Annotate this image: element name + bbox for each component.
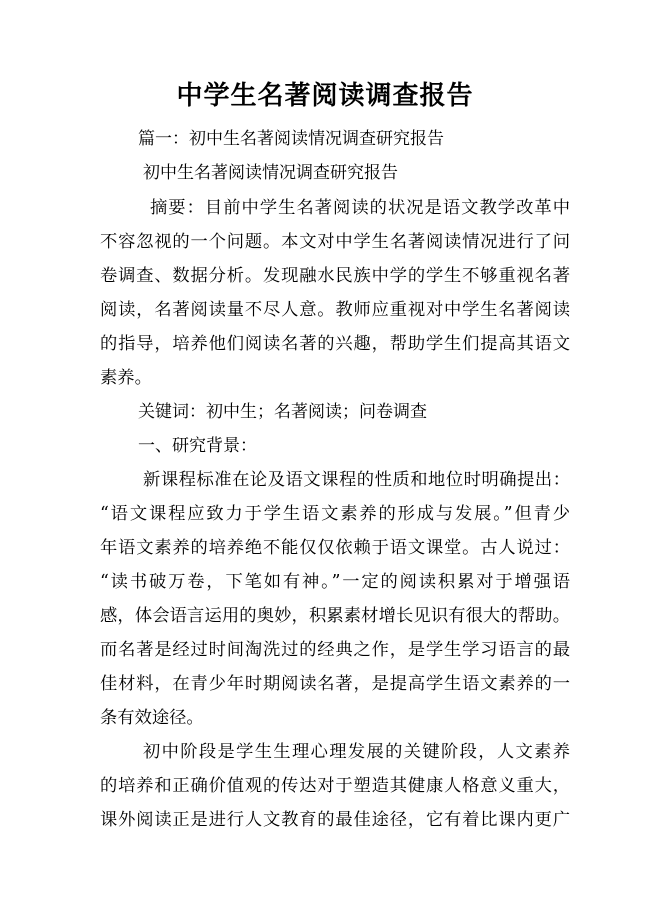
paragraph-line: 条有效途径。 [100,708,204,728]
paragraph-line: 初中阶段是学生生理心理发展的关键阶段，人文素养 [143,742,570,762]
paragraph-line: 新课程标准在论及语文课程的性质和地位时明确提出： [143,470,570,490]
abstract-line: 摘要：目前中学生名著阅读的状况是语文教学改革中 [150,198,570,218]
section-heading: 篇一：初中生名著阅读情况调查研究报告 [138,129,444,149]
paragraph-line: 年语文素养的培养绝不能仅仅依赖于语文课堂。古人说过： [100,538,570,558]
abstract-line: 素养。 [100,368,152,388]
abstract-line: 的指导，培养他们阅读名著的兴趣，帮助学生们提高其语文 [100,334,570,354]
paragraph-line: “语文课程应致力于学生语文素养的形成与发展。”但青少 [100,504,570,524]
paragraph-line: 而名著是经过时间淘洗过的经典之作，是学生学习语言的最 [100,640,570,660]
paragraph-line: “读书破万卷，下笔如有神。”一定的阅读积累对于增强语 [100,572,570,592]
abstract-line: 卷调查、数据分析。发现融水民族中学的学生不够重视名著 [100,266,570,286]
background-heading: 一、研究背景： [138,436,257,456]
abstract-line: 不容忽视的一个问题。本文对中学生名著阅读情况进行了问 [100,232,570,252]
paragraph-line: 课外阅读正是进行人文教育的最佳途径，它有着比课内更广 [100,810,570,830]
keywords: 关键词：初中生；名著阅读；问卷调查 [138,402,427,422]
paragraph-line: 的培养和正确价值观的传达对于塑造其健康人格意义重大， [100,776,570,796]
document-title: 中学生名著阅读调查报告 [176,81,474,111]
report-subtitle: 初中生名著阅读情况调查研究报告 [143,163,398,183]
paragraph-line: 佳材料，在青少年时期阅读名著，是提高学生语文素养的一 [100,674,570,694]
abstract-line: 阅读，名著阅读量不尽人意。教师应重视对中学生名著阅读 [100,300,570,320]
paragraph-line: 感，体会语言运用的奥妙，积累素材增长见识有很大的帮助。 [100,606,570,626]
